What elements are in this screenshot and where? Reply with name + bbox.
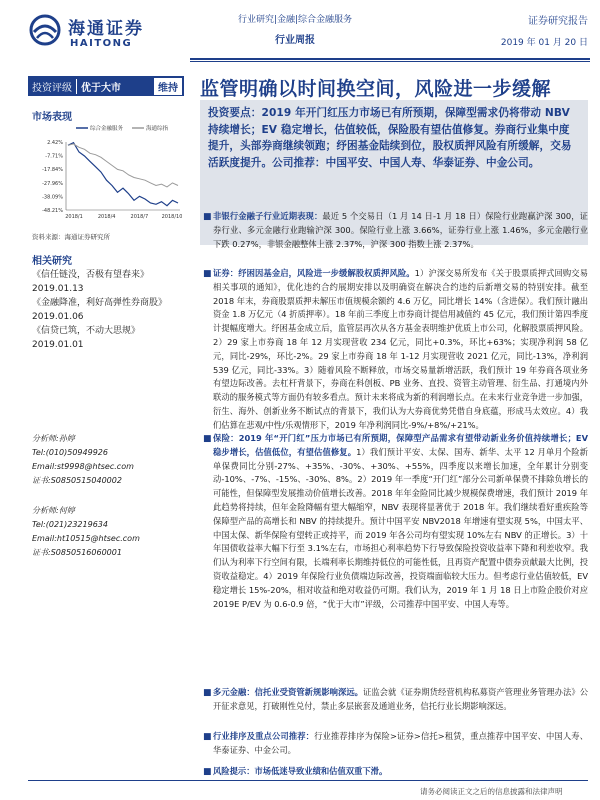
report-type: 行业周报 [275,35,315,46]
analyst-email[interactable]: Email:ht10515@htsec.com [32,534,140,543]
y-tick-label: -48.21% [42,208,63,214]
section-body: 1）我们预计平安、太保、国寿、新华、太平 12 月单月个险新单保费同比分别-27%、+35%、-30%、+30%、+55%，四季度以来增长加速，全年累计分别变动-10%、-7%、-15%、-30%、8%。2）2019 年一季度“开门红”部分公司新单保费不排除负增长的可能性，但保障型发展推动价值增长改善。2018 年年金险同比减少规模保费增速，我们预计 2019 年此趋势将持续，但年金险降幅有望大幅缩窄，NBV 表现将显著优于 2018 年。我们继续看好重疾险等保障型产品的高增长和 NBV 的持续提升。预计中国平安 NBV2018 年增速有望实现 5%，中国太平、中国太保、新华保险有望转正或持平，而 2019 年各公司均有望实现 10%左右 NBV 的正增长。3）十年国债收益率大幅下行至 3.1%左右，市场担心利率趋势下行导致保险投资收益率下降和利差收窄。我们认为利率下行空间有限，长端利率长期维持低位的可能性低，且再资产配置中债券贡献最大比例，投资收益稳定。4）2019 年保险行业负债端边际改善，投资端面临较大压力。但考虑行业估值较低，EV 稳定增长 15%-20%，相对收益和绝对收益仍可期。我们认为，2019 年 1 月 18 日上市险企股价对应 2019E P/EV 为 0.6-0.9 倍，“优于大市”评级，公司推荐中国平安、中国人寿等。 [213,446,588,609]
series-line-sector [68,143,178,206]
related-item[interactable]: 《信贷已筑，不动大思规》2019.01.01 [32,326,141,350]
y-axis-ticks [42,140,63,214]
analyst-name: 分析师:孙婷 [32,434,75,443]
bullet-icon: ■ [203,434,212,444]
footer-disclaimer: 请务必阅读正文之后的信息披露和法律声明 [420,787,563,796]
section-insurance [200,432,588,611]
chart-series [68,143,178,206]
analyst-tel: Tel:(021)23219634 [32,520,108,529]
header-divider [190,58,590,60]
x-tick-label: 2018/10 [161,214,182,220]
report-date: 2019 年 01 月 20 日 [500,38,588,48]
header-right-block [478,12,588,48]
bullet-icon: ■ [203,688,212,698]
header-category: 行业研究|金融|综合金融服务 [237,15,353,25]
haitong-logo-icon [28,14,62,46]
rating-label: 投资评级 [28,79,77,94]
report-label: 证券研究报告 [528,16,588,27]
y-tick-label: -7.71% [45,153,63,160]
bullet-icon: ■ [203,732,212,742]
series-line-index [68,144,178,187]
section-body: 行业推荐排序为保险>证券>信托>租赁，重点推荐中国平安、中国人寿、华泰证券、中金公司。 [213,731,588,755]
section-body: 1）沪深交易所发布《关于股票质押式回购交易相关事项的通知》，优化违约合约展期安排以及明确资在解决合约违约后新增交易的特别安排。截至 2018 年末，券商股票质押未解压市值规模余额约 4.6 万亿，同比增长 14%（含进保）。我们预计融出资金 1.8 万亿元（4 折质押率）。18 年前三季度上市券商计提信用减值约 45 亿元，我们预计第四季度计提幅度增大。纾困基金成立后，监管层再次从各方基金表明维护优质上市公司，化解股票质押风险。2）29 家上市券商 18 年 12 月实现营收 234 亿元，同比+0.3%，环比+63%；实现净利润 58 亿元，同比-29%，环比-2%。29 家上市券商 18 年 1-12 月实现营收 2021 亿元，同比-13%，净利润 539 亿元，同比-33%。3）随着风险不断释放，市场交易量新增活跃，我们预计 19 年券商各项业务有望边际改善。去杠杆背景下，券商在科创板、PB 业务、直投、资管主动管理、衍生品、打通境内外联动的服务模式等方面仍有较多看点。预计未来将成为新的利润增长点。在未来行业竞争进一步加强，衍生、海外、创新业务不断试点的背景下，我们认为大券商优势凭借自身底蕴，形成马太效应。4）我们估算在悲观/中性/乐观情形下，2019 年净利润同比-9%/+8%/+21%。 [213,268,588,430]
section-heading: 行业排序及重点公司推荐： [213,731,315,741]
section-recommendations [200,730,588,758]
x-axis-ticks [65,214,182,220]
key-points-text: 投资要点：2019 年开门红压力市场已有所预期，保障型需求仍将带动 NBV 持续增长；EV 稳定增长，估值较低，保险股有望估值修复。券商行业集中度提升，头部券商继续领跑；纾困基金陆续到位，股权质押风险有所缓解，交易活跃度提升。公司推荐：中国平安、中国人寿、华泰证券、中金公司。 [208,107,572,169]
bullet-icon: ■ [203,212,212,222]
legend-label-b: 海通综指 [146,126,169,132]
bullet-icon: ■ [203,767,212,777]
analyst-card-2 [32,504,188,560]
section-heading: 证券：纾困因基金启，风险进一步缓解股权质押风险。 [213,268,415,278]
market-chart-svg [32,122,182,222]
y-tick-label: 2.42% [47,140,63,146]
bullet-icon: ■ [203,269,212,279]
legend-label-a: 综合金融服务 [90,126,124,132]
analyst-cert: 证书:S0850516060001 [32,548,122,557]
section-heading: 风险提示：市场低迷导致业绩和估值双重下滑。 [213,766,388,776]
logo-english: HAITONG [70,38,133,49]
x-tick-label: 2018/1 [65,214,83,220]
analyst-cert: 证书:S0850515040002 [32,476,122,485]
section-heading: 保险：2019 年“开门红”压力市场已有所预期，保障型产品需求有望带动新业务价值持续增长；EV 稳步增长，估值低位，有望估值修复。 [213,433,588,457]
y-tick-label: -17.84% [42,167,63,174]
rating-value: 优于大市 [81,82,121,94]
related-item[interactable]: 《信任链没，否极有望春来》2019.01.13 [32,270,150,294]
section-securities [200,267,588,433]
header-category-block [225,12,365,46]
analyst-card-1 [32,432,188,488]
section-heading: 多元金融：信托业受资管新规影响深远。 [213,687,364,697]
chart-legend [76,124,169,132]
header-divider-thin [190,61,590,62]
company-logo [28,12,150,58]
related-item[interactable]: 《金融降准，利好高弹性券商股》2019.01.06 [32,298,168,322]
footer-divider [28,780,588,781]
report-title: 监管明确以时间换空间，风险进一步缓解 [200,78,552,100]
section-body: 最近 5 个交易日（1 月 14 日-1 月 18 日）保险行业跑赢沪深 300，证券行业、多元金融行业跑输沪深 300。保险行业上涨 3.66%，证券行业上涨 1.46%，多元金融行业下跌 0.27%，非银金融整体上涨 2.37%，沪深 300 指数上涨 2.37%。 [213,211,588,249]
market-section-title: 市场表现 [32,112,72,123]
analyst-name: 分析师:何婷 [32,506,75,515]
section-recent-performance [200,210,588,251]
investment-rating-bar [28,76,184,96]
section-risk [200,765,588,779]
analyst-email[interactable]: Email:st9998@htsec.com [32,462,134,471]
x-tick-label: 2018/7 [130,214,149,220]
related-section-title: 相关研究 [32,256,72,267]
section-heading: 非银行金融子行业近期表现： [213,211,323,221]
chart-source-note: 资料来源：海通证券研究所 [32,233,110,241]
page-header [0,0,600,62]
section-diversified-finance [200,686,588,714]
y-tick-label: -27.96% [42,180,63,187]
section-body: 证监会就《证券期货经营机构私募资产管理业务管理办法》公开征求意见，打破刚性兑付，禁止多层嵌套及通道业务，信托行业长期影响深远。 [213,687,588,711]
rating-action: 维持 [154,78,182,95]
related-research-list [32,268,188,352]
market-performance-chart [32,122,182,220]
x-tick-label: 2018/4 [97,214,116,220]
logo-chinese: 海通证券 [68,19,144,39]
y-tick-label: -38.09% [42,194,63,201]
analyst-tel: Tel:(010)50949926 [32,448,108,457]
